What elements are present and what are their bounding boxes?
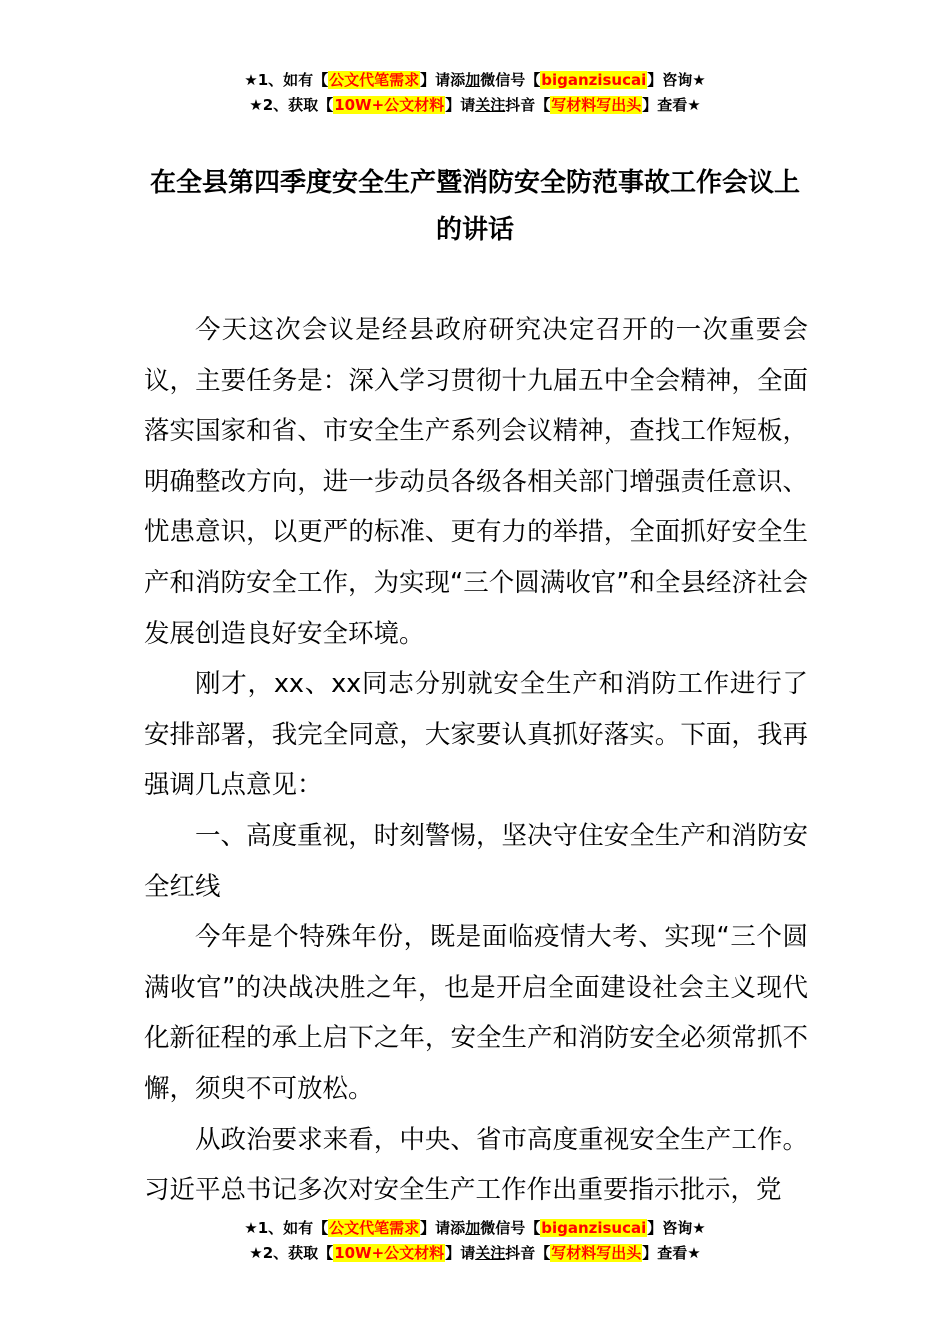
promo-line-2: ★2、获取【10W+公文材料】请关注抖音【写材料写出头】查看★ bbox=[249, 1244, 701, 1262]
document-body bbox=[144, 305, 808, 1216]
promo-line-1: ★1、如有【公文代笔需求】请添加微信号【biganzisucai】咨询★ bbox=[244, 71, 706, 89]
promo-banner-bottom bbox=[0, 1216, 950, 1266]
body-paragraph: 刚才，xx、xx同志分别就安全生产和消防工作进行了安排部署，我完全同意，大家要认真抓好落实。下面，我再强调几点意见： bbox=[144, 669, 808, 801]
body-paragraph: 今年是个特殊年份，既是面临疫情大考、实现“三个圆满收官”的决战决胜之年，也是开启全面建设社会主义现代化新征程的承上启下之年，安全生产和消防安全必须常抓不懈，须臾不可放松。 bbox=[144, 922, 808, 1104]
promo-highlight: biganzisucai bbox=[541, 1219, 647, 1237]
document-title: 在全县第四季度安全生产暨消防安全防范事故工作会议上的讲话 bbox=[149, 168, 800, 245]
body-paragraph: 今天这次会议是经县政府研究决定召开的一次重要会议，主要任务是：深入学习贯彻十九届五中全会精神，全面落实国家和省、市安全生产系列会议精神，查找工作短板，明确整改方向，进一步动员各级各相关部门增强责任意识、忧患意识，以更严的标准、更有力的举措，全面抓好安全生产和消防安全工作，为实现“三个圆满收官”和全县经济社会发展创造良好安全环境。 bbox=[144, 315, 808, 649]
body-paragraph: 从政治要求来看，中央、省市高度重视安全生产工作。习近平总书记多次对安全生产工作作出重要指示批示，党 bbox=[144, 1124, 808, 1206]
promo-highlight: 公文代笔需求 bbox=[329, 1219, 420, 1237]
promo-highlight: 10W+公文材料 bbox=[334, 1244, 445, 1262]
promo-line-2: ★2、获取【10W+公文材料】请关注抖音【写材料写出头】查看★ bbox=[249, 96, 701, 114]
promo-highlight: 10W+公文材料 bbox=[334, 96, 445, 114]
promo-banner-top bbox=[0, 68, 950, 118]
promo-highlight: biganzisucai bbox=[541, 71, 647, 89]
promo-highlight: 公文代笔需求 bbox=[329, 71, 420, 89]
promo-highlight: 写材料写出头 bbox=[551, 96, 642, 114]
promo-line-1: ★1、如有【公文代笔需求】请添加微信号【biganzisucai】咨询★ bbox=[244, 1219, 706, 1237]
promo-highlight: 写材料写出头 bbox=[551, 1244, 642, 1262]
section-heading: 一、高度重视，时刻警惕，坚决守住安全生产和消防安全红线 bbox=[144, 820, 808, 902]
